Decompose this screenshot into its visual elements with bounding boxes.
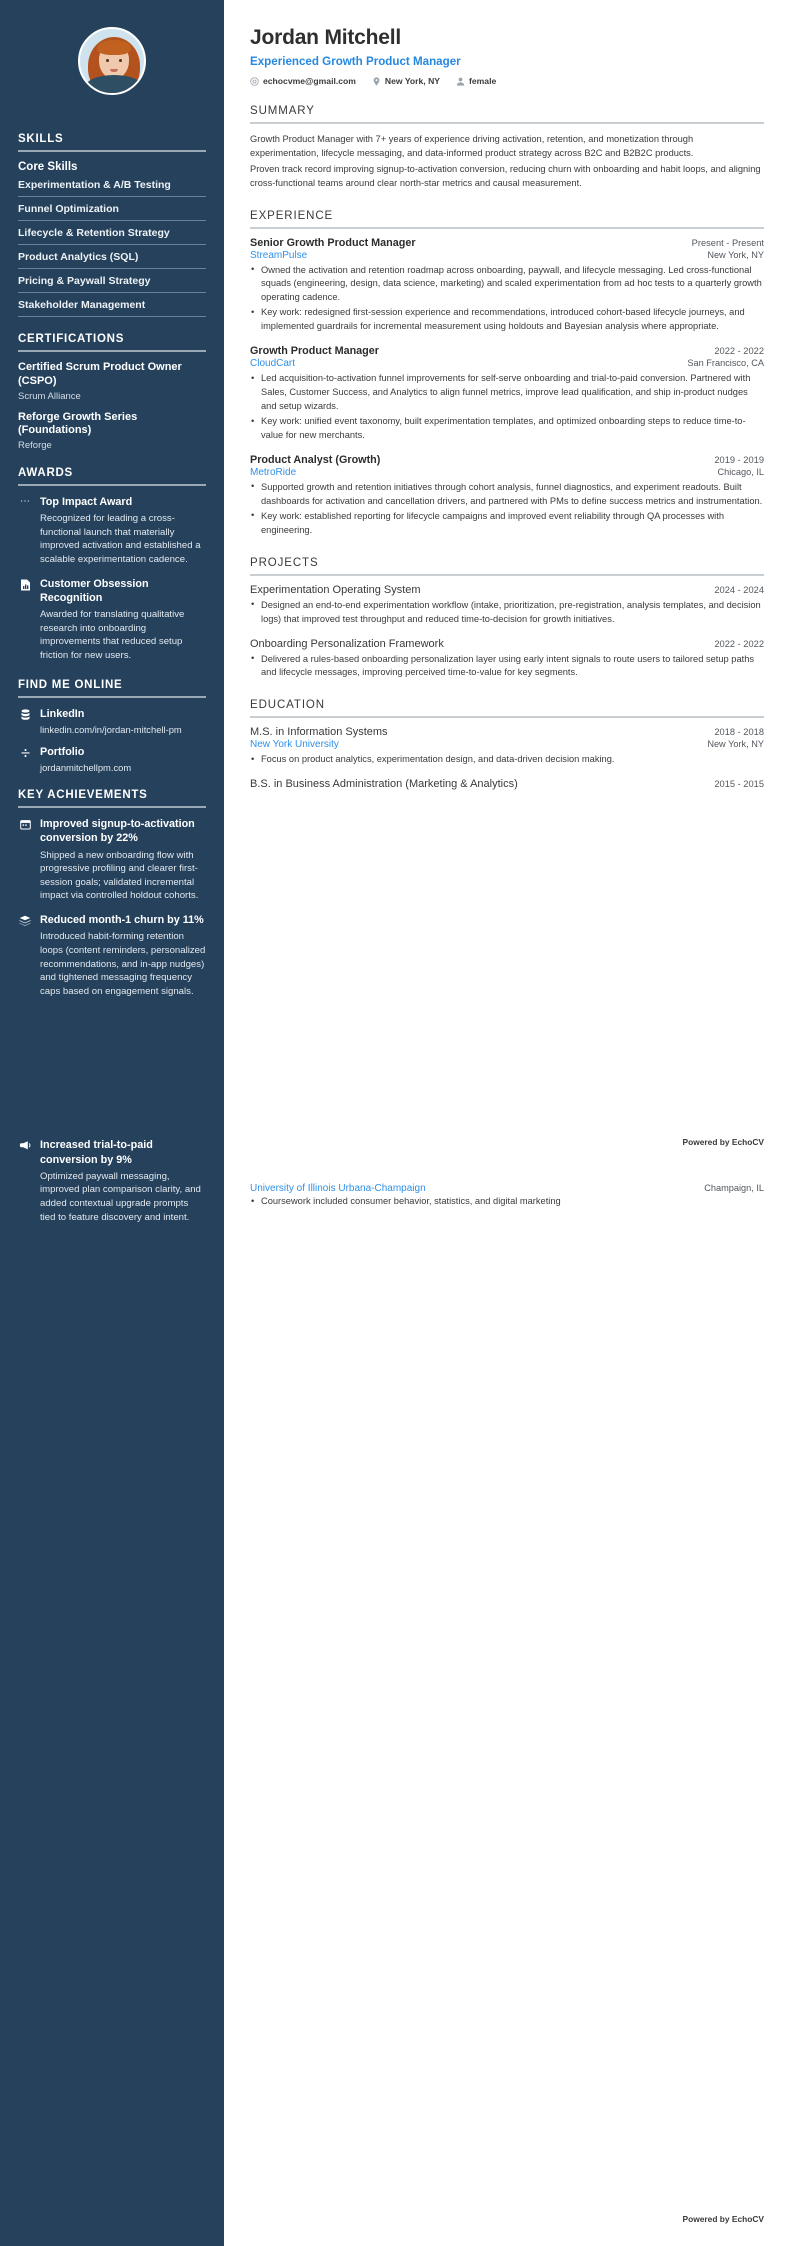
- sidebar: [0, 0, 224, 2246]
- job-company[interactable]: CloudCart: [250, 358, 296, 370]
- certification-item: [18, 361, 206, 402]
- section-experience: [250, 210, 764, 538]
- online-link-url[interactable]: jordanmitchellpm.com: [40, 762, 132, 774]
- email-icon: [250, 77, 259, 86]
- contact-email-value: echocvme@gmail.com: [263, 76, 356, 86]
- job-location: New York, NY: [707, 249, 764, 260]
- skill-item: Experimentation & A/B Testing: [18, 179, 206, 197]
- certification-org: Reforge: [18, 440, 52, 451]
- education-heading: EDUCATION: [250, 699, 325, 712]
- contact-gender-value: female: [469, 76, 497, 86]
- award-item: [18, 495, 206, 567]
- avatar-container: [0, 0, 224, 117]
- online-link-portfolio[interactable]: [18, 745, 206, 773]
- job-bullets: [250, 481, 764, 538]
- divider: [250, 122, 764, 124]
- sidebar-section-awards: [0, 467, 224, 663]
- job-company[interactable]: StreamPulse: [250, 249, 308, 261]
- bullet: • Key work: unified event taxonomy, built experimentation templates, and optimized onboarding steps to reduce time-to-value for new merchants.: [250, 415, 764, 443]
- location-pin-icon: [372, 77, 381, 86]
- summary-paragraph: Proven track record improving signup-to-activation conversion, reducing churn with onboarding and habit loops, and aligning cross-functional teams around clear north-star metrics and causal measurement.: [250, 164, 761, 189]
- megaphone-icon: [18, 1138, 32, 1224]
- job-bullets: [250, 264, 764, 335]
- project-date: 2022 - 2022: [714, 638, 764, 649]
- award-title: Top Impact Award: [40, 496, 133, 508]
- project-title: Experimentation Operating System: [250, 583, 421, 596]
- resume-header: [250, 26, 764, 86]
- experience-heading: EXPERIENCE: [250, 209, 334, 222]
- achievement-description: Optimized paywall messaging, improved plan comparison clarity, and added contextual upgrade prompts tied to feature discovery and intent.: [40, 1170, 201, 1223]
- contact-gender: [456, 76, 496, 86]
- divider: [18, 696, 206, 698]
- degree-title: M.S. in Information Systems: [250, 726, 388, 739]
- job-title: Senior Growth Product Manager: [250, 236, 416, 249]
- main-content: [224, 0, 794, 2246]
- skill-item: Stakeholder Management: [18, 299, 206, 317]
- skill-item: Pricing & Paywall Strategy: [18, 275, 206, 293]
- contact-location: [372, 76, 440, 86]
- headline: Experienced Growth Product Manager: [250, 55, 461, 68]
- project-title: Onboarding Personalization Framework: [250, 637, 444, 650]
- powered-by-footer: Powered by EchoCV: [682, 1137, 764, 1147]
- certification-name: Reforge Growth Series (Foundations): [18, 410, 138, 437]
- sidebar-section-find-me-online: [0, 679, 224, 774]
- degree-date: 2015 - 2015: [714, 779, 764, 790]
- divider: [250, 227, 764, 229]
- divider: [18, 350, 206, 352]
- project-date: 2024 - 2024: [714, 584, 764, 595]
- achievement-item: [18, 817, 206, 903]
- key-achievements-heading: KEY ACHIEVEMENTS: [18, 789, 148, 802]
- awards-heading: AWARDS: [18, 467, 73, 479]
- sidebar-section-key-achievements: [0, 789, 224, 1224]
- dots-icon: ⋯: [20, 496, 30, 507]
- projects-heading: PROJECTS: [250, 556, 319, 569]
- contact-row: [250, 76, 764, 86]
- school-location: New York, NY: [707, 739, 764, 750]
- job-date: 2019 - 2019: [714, 454, 764, 465]
- achievement-title: Reduced month-1 churn by 11%: [40, 914, 204, 927]
- divider: [18, 806, 206, 808]
- achievement-title: Improved signup-to-activation conversion by 22%: [40, 818, 195, 845]
- powered-by-footer: Powered by EchoCV: [682, 2214, 764, 2224]
- school-location: Champaign, IL: [704, 1183, 764, 1193]
- award-description: Recognized for leading a cross-functional launch that materially improved activation and established a scalable experimentation cadence.: [40, 513, 201, 566]
- summary-paragraph: Growth Product Manager with 7+ years of experience driving activation, retention, and monetization through experimentation, lifecycle messaging, and data-informed product strategy across B2C and B2B2C products.: [250, 134, 694, 159]
- project-entry: [250, 638, 764, 681]
- bullet: • Key work: redesigned first-session experience and recommendations, introduced cohort-based lifecycle journeys, and implemented guardrails for incremental measurement using holdouts and Bayesian analysis where appropriate.: [250, 306, 764, 334]
- online-link-url[interactable]: linkedin.com/in/jordan-mitchell-pm: [40, 723, 182, 735]
- divider: [18, 484, 206, 486]
- education-entry: [250, 778, 764, 790]
- section-projects: [250, 557, 764, 681]
- avatar: [78, 27, 146, 95]
- achievement-item: [18, 913, 206, 998]
- find-me-online-heading: FIND ME ONLINE: [18, 678, 123, 691]
- skills-heading: SKILLS: [18, 133, 64, 145]
- section-education: [250, 699, 764, 790]
- degree-title: B.S. in Business Administration (Marketing & Analytics): [250, 778, 518, 791]
- experience-entry: [250, 454, 764, 538]
- online-link-label: Portfolio: [40, 745, 85, 758]
- award-item: [18, 577, 206, 663]
- project-entry: [250, 584, 764, 627]
- bullet: • Delivered a rules-based onboarding personalization layer using early intent signals to route users to tailored setup paths and lifecycle messages, improving perceived time-to-value for key segments.: [250, 653, 764, 681]
- degree-date: 2018 - 2018: [714, 727, 764, 738]
- job-date: 2022 - 2022: [714, 346, 764, 357]
- experience-entry: [250, 345, 764, 443]
- achievement-description: Shipped a new onboarding flow with progressive profiling and clearer first-session goals; validated incremental impact via controlled holdout cohorts.: [40, 849, 199, 902]
- education-entry-continued: [250, 1183, 764, 1210]
- education-bullets: [250, 1195, 764, 1209]
- bullet: • Focus on product analytics, experimentation design, and data-driven decision making.: [250, 753, 764, 767]
- job-title: Product Analyst (Growth): [250, 453, 381, 466]
- section-summary: [250, 105, 764, 191]
- bullet: • Key work: established reporting for lifecycle campaigns and improved event reliability through QA processes with engineering.: [250, 510, 764, 538]
- certifications-heading: CERTIFICATIONS: [18, 333, 125, 345]
- bullet: • Owned the activation and retention roadmap across onboarding, paywall, and lifecycle messaging. Led cross-functional squads (engineering, design, data science, marketing) and scaled experimentation from ad hoc tests to a quarterly growth operating cadence.: [250, 264, 764, 306]
- skills-group-title: Core Skills: [18, 161, 78, 173]
- chart-document-icon: [18, 577, 32, 663]
- sidebar-section-skills: [0, 133, 224, 317]
- achievement-description: Introduced habit-forming retention loops (content reminders, personalized recommendations, and in-app nudges) and tightened messaging frequency caps based on engagement signals.: [40, 931, 206, 997]
- summary-heading: SUMMARY: [250, 105, 315, 117]
- school-name[interactable]: University of Illinois Urbana-Champaign: [250, 1183, 426, 1194]
- divide-icon: [18, 745, 32, 773]
- education-bullets: [250, 753, 764, 767]
- certification-name: Certified Scrum Product Owner (CSPO): [18, 361, 182, 387]
- job-date: Present - Present: [691, 237, 764, 248]
- job-location: Chicago, IL: [717, 466, 764, 477]
- job-company[interactable]: MetroRide: [250, 466, 297, 478]
- achievement-title: Increased trial-to-paid conversion by 9%: [40, 1139, 153, 1166]
- contact-location-value: New York, NY: [384, 76, 441, 86]
- database-icon: [18, 707, 32, 735]
- award-description: Awarded for translating qualitative research into onboarding improvements that reduced setup friction for new users.: [40, 609, 185, 662]
- certification-org: Scrum Alliance: [18, 390, 81, 402]
- job-location: San Francisco, CA: [687, 358, 764, 369]
- divider: [250, 574, 764, 576]
- project-bullets: [250, 599, 764, 627]
- bullet: • Supported growth and retention initiatives through cohort analysis, funnel diagnostics, and experiment readouts. Built dashboards for activation and cancellation drivers, and partnered with PMs to define success metrics and instrumentation.: [250, 481, 764, 509]
- online-link-linkedin[interactable]: [18, 707, 206, 735]
- bullet: • Designed an end-to-end experimentation workflow (intake, prioritization, pre-registration, analysis templates, and decision logs) that improved test throughput and reduced time-to-decision for growth initiatives.: [250, 599, 764, 627]
- layers-icon: [18, 913, 32, 998]
- job-bullets: [250, 372, 764, 443]
- achievement-item: [18, 1138, 206, 1224]
- divider: [18, 150, 206, 152]
- contact-email[interactable]: [250, 76, 356, 86]
- project-bullets: [250, 653, 764, 681]
- school-name[interactable]: New York University: [250, 739, 339, 751]
- bullet: • Led acquisition-to-activation funnel improvements for self-serve onboarding and trial-to-paid conversion. Partnered with Sales, Customer Success, and Analytics to align funnel metrics, improve lead qualification, and ship in-product nudges and setup wizards.: [250, 372, 764, 414]
- skill-item: Lifecycle & Retention Strategy: [18, 227, 206, 245]
- skill-item: Product Analytics (SQL): [18, 251, 206, 269]
- skill-item: Funnel Optimization: [18, 203, 206, 221]
- sidebar-section-certifications: [0, 333, 224, 451]
- education-entry: [250, 726, 764, 767]
- experience-entry: [250, 237, 764, 335]
- person-icon: [456, 77, 465, 86]
- page-title: Jordan Mitchell: [250, 26, 402, 49]
- bullet: • Coursework included consumer behavior, statistics, and digital marketing: [250, 1195, 764, 1209]
- online-link-label: LinkedIn: [40, 707, 85, 720]
- award-title: Customer Obsession Recognition: [40, 577, 149, 604]
- job-title: Growth Product Manager: [250, 345, 379, 358]
- certification-item: [18, 411, 206, 452]
- calendar-icon: [18, 817, 32, 903]
- divider: [250, 716, 764, 718]
